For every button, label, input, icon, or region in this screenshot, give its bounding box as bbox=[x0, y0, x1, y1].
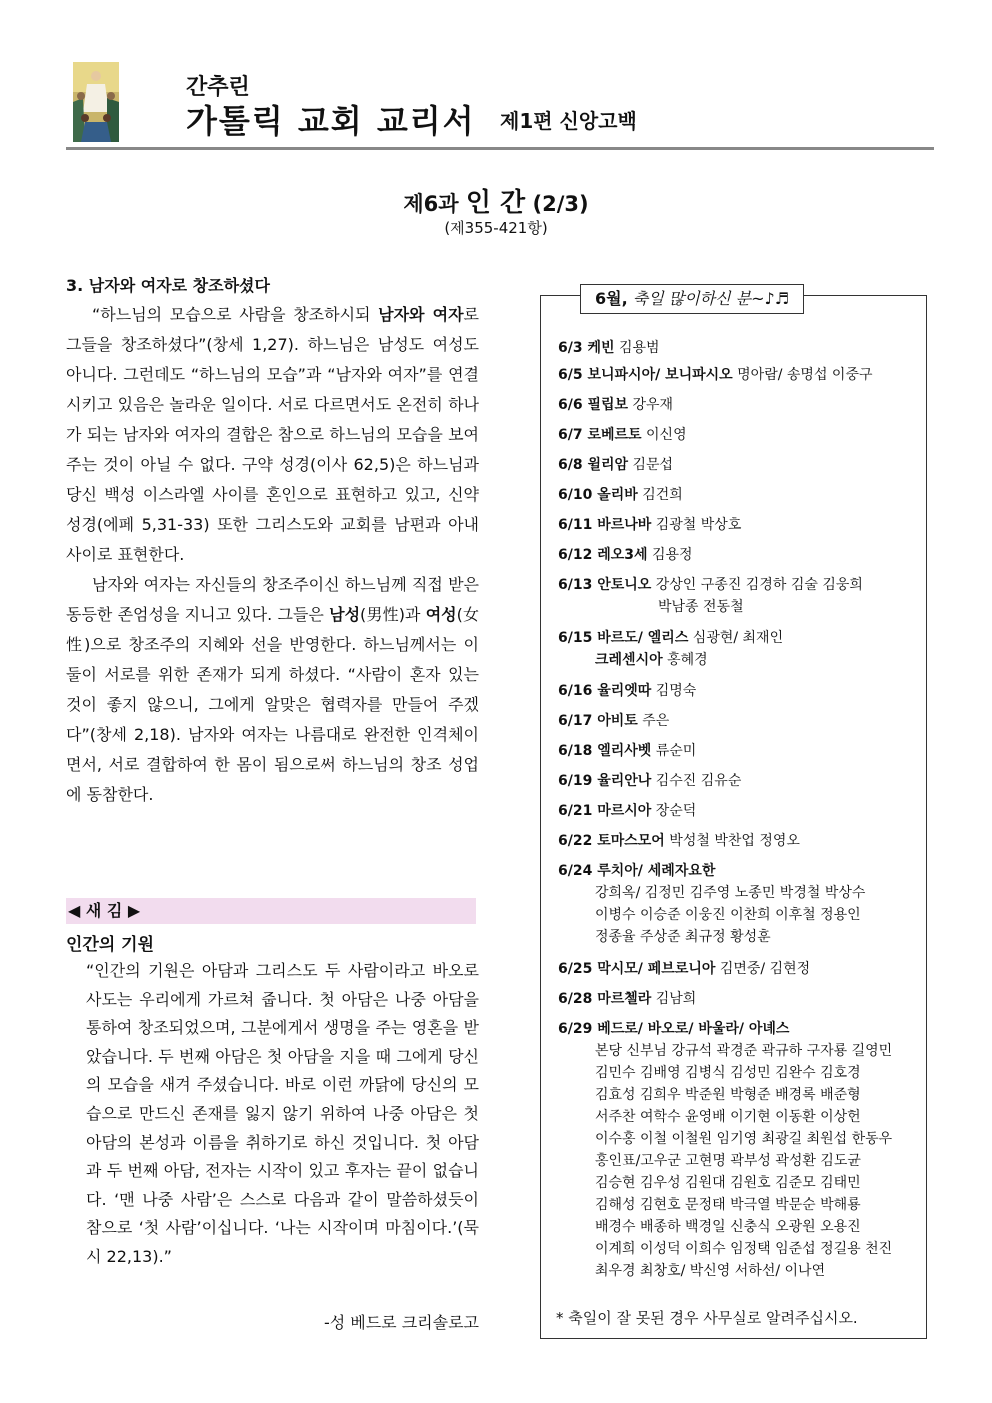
feast-item: 6/29 베드로/ 바오로/ 바울라/ 아녜스 본당 신부님 강규석 곽경준 곽규하 구자룡 길영민 김민수 김배영 김병식 김성민 김완수 김호경 김효성 김희우 박준원 박형준 배경록 배준형 서주찬 여학수 윤영배 이기현 이동환 이상헌 이수홍 이철 이철원 임기영 최광길 최원섭 한동우 홍인표/고우군 고현명 곽부성 곽성환 김도균 김승현 김우성 김원대 김원호 김준모 김태민 김해성 김현호 문정태 박극열 박문순 박해룡 배경수 배종하 백경일 신충식 오광원 오용진 이계희 이성덕 이희수 임정택 임준섭 정길용 천진 최우경 최창호/ 박신영 서하선/ 이나연 bbox=[558, 1021, 893, 1279]
feast-item: 6/15 바르도/ 엘리스 심광현/ 최재인 크레센시아 홍혜경 bbox=[558, 630, 784, 668]
section-heading: 3. 남자와 여자로 창조하셨다 bbox=[66, 276, 270, 295]
paragraph-2: 남자와 여자는 자신들의 창조주이신 하느님께 직접 받은 동등한 존엄성을 지니고 있다. 그들은 남성(男性)과 여성(女性)으로 창조주의 지혜와 선을 반영한다. 하느님께서는 이 둘이 서로를 위한 존재가 되게 하셨다. “사람이 혼자 있는 것이 좋지 않으니, 그에게 알맞은 협력자를 만들어 주겠다”(창세 2,18). 남자와 여자는 나름대로 완전한 인격체이면서, 서로 결합하여 한 몸이 됨으로써 하느님의 창조 성업에 동참한다. bbox=[66, 575, 480, 804]
feast-item: 6/19 율리안나 김수진 김유순 bbox=[558, 773, 742, 789]
sub-title: 제1편 신앙고백 bbox=[500, 109, 637, 133]
feast-item: 6/5 보니파시아/ 보니파시오 명아람/ 송명섭 이중구 bbox=[558, 367, 873, 383]
feast-item: 6/13 안토니오 강상인 구종진 김경하 김술 김웅희 박남종 전동철 bbox=[558, 577, 863, 615]
feast-item: 6/6 필립보 강우재 bbox=[558, 397, 674, 413]
header-divider bbox=[66, 147, 934, 150]
feast-item: 6/11 바르나바 김광철 박상호 bbox=[558, 517, 742, 533]
feast-item: 6/28 마르첼라 김남희 bbox=[558, 991, 697, 1007]
main-text-column bbox=[66, 272, 479, 810]
feast-item: 6/25 막시모/ 페브로니아 김면중/ 김현정 bbox=[558, 961, 811, 977]
pre-title: 간추린 bbox=[186, 75, 250, 100]
semkim-banner: ◀ 새 김 ▶ bbox=[66, 898, 476, 924]
feast-item: 6/8 윌리암 김문섭 bbox=[558, 457, 674, 473]
lesson-part: (2/3) bbox=[532, 192, 589, 216]
feast-item: 6/7 로베르토 이신영 bbox=[558, 427, 687, 443]
feast-item: 6/3 케빈 김용범 bbox=[558, 340, 660, 356]
lesson-name: 인 간 bbox=[465, 188, 526, 218]
lesson-title bbox=[0, 182, 992, 219]
lesson-label: 제6과 bbox=[403, 192, 459, 216]
feast-item: 6/16 율리엣따 김명숙 bbox=[558, 683, 697, 699]
feast-box-title: 6월, 축일 많이하신 분~♪♬ bbox=[580, 284, 804, 314]
paragraph-1: “하느님의 모습으로 사람을 창조하시되 남자와 여자로 그들을 창조하셨다”(창세 1,27). 하느님은 남성도 여성도 아니다. 그런데도 “하느님의 모습”과 “남자와 여자”를 연결시키고 있음은 놀라운 일이다. 서로 다르면서도 온전히 하나가 되는 남자와 여자의 결합은 참으로 하느님의 모습을 보여 주는 것이 아닐 수 없다. 구약 성경(이사 62,5)은 하느님과 당신 백성 이스라엘 사이를 혼인으로 표현하고 있고, 신약 성경(에페 5,31-33) 또한 그리스도와 교회를 남편과 아내 사이로 표현한다. bbox=[66, 305, 479, 564]
feast-item: 6/18 엘리사벳 류순미 bbox=[558, 743, 697, 759]
feast-item: 6/24 루치아/ 세례자요한 강희옥/ 김정민 김주영 노종민 박경철 박상수 이병수 이승준 이웅진 이찬희 이후철 정용인 정종율 주상준 최규정 황성훈 bbox=[558, 863, 866, 945]
quote-source: -성 베드로 크리솔로고 bbox=[323, 1313, 479, 1332]
main-title: 가톨릭 교회 교리서 bbox=[186, 102, 476, 140]
origin-title: 인간의 기원 bbox=[66, 935, 155, 955]
feast-item: 6/21 마르시아 장순덕 bbox=[558, 803, 697, 819]
jesus-disciples-logo bbox=[73, 62, 119, 142]
feast-item: 6/10 올리바 김건희 bbox=[558, 487, 683, 503]
feast-item: 6/17 아비토 주은 bbox=[558, 713, 670, 729]
feast-note: * 축일이 잘 못된 경우 사무실로 알려주십시오. bbox=[556, 1309, 858, 1327]
feast-item: 6/12 레오3세 김용정 bbox=[558, 547, 693, 563]
origin-quote: “인간의 기원은 아담과 그리스도 두 사람이라고 바오로 사도는 우리에게 가르쳐 줍니다. 첫 아담은 나중 아담을 통하여 창조되었으며, 그분에게서 생명을 주는 영혼을 받았습니다. 두 번째 아담은 첫 아담을 지을 때 그에게 당신의 모습을 새겨 주셨습니다. 바로 이런 까닭에 당신의 모습으로 만드신 존재를 잃지 않기 위하여 나중 아담은 첫 아담의 본성과 이름을 취하기로 하신 것입니다. 첫 아담과 두 번째 아담, 전자는 시작이 있고 후자는 끝이 없습니다. ‘맨 나중 사람’은 스스로 다음과 같이 말씀하셨듯이 참으로 ‘첫 사람’이십니다. ‘나는 시작이며 마침이다.’(묵시 22,13).” bbox=[86, 961, 479, 1266]
feast-item: 6/22 토마스모어 박성철 박찬업 정영오 bbox=[558, 833, 800, 849]
paragraph-range: (제355-421항) bbox=[444, 219, 548, 237]
